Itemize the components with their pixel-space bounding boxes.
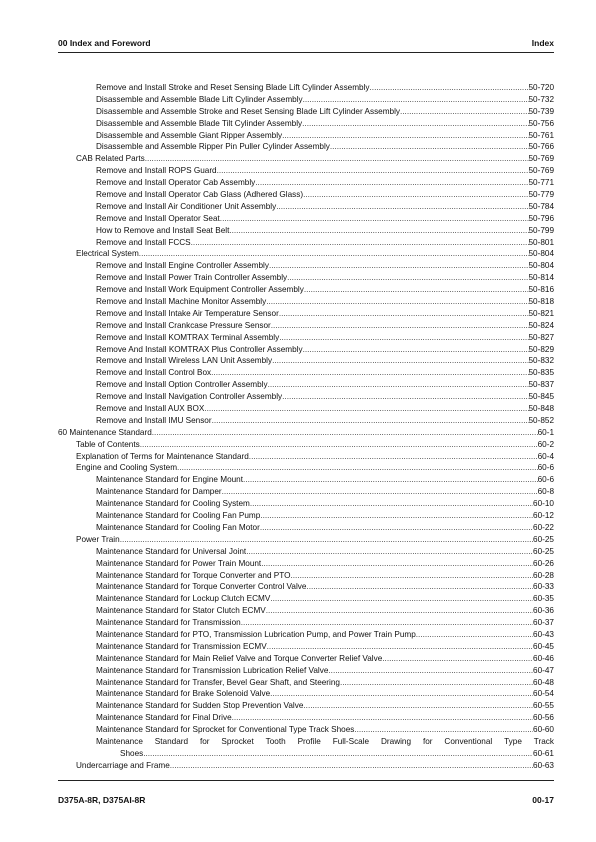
toc-entry[interactable] bbox=[58, 344, 554, 356]
toc-entry-title: Maintenance Standard for Cooling System bbox=[96, 499, 250, 509]
toc-entry[interactable] bbox=[58, 320, 554, 332]
dot-leader bbox=[204, 403, 528, 415]
page-number: 00-17 bbox=[532, 795, 554, 805]
toc-entry-word: for bbox=[199, 736, 210, 746]
toc-entry[interactable] bbox=[58, 463, 554, 475]
toc-entry[interactable] bbox=[58, 165, 554, 177]
toc-entry-page: 60-12 bbox=[533, 511, 554, 521]
toc-entry-page: 60-46 bbox=[533, 653, 554, 663]
dot-leader bbox=[354, 724, 533, 736]
toc-entry[interactable] bbox=[58, 296, 554, 308]
toc-entry-word: Type bbox=[504, 736, 522, 746]
toc-entry-page: 50-771 bbox=[528, 178, 554, 188]
dot-leader bbox=[269, 260, 529, 272]
toc-entry-title: Remove and Install AUX BOX bbox=[96, 404, 205, 414]
toc-entry-word: for bbox=[422, 736, 433, 746]
toc-entry-page: 60-2 bbox=[537, 439, 554, 449]
dot-leader bbox=[382, 653, 533, 665]
toc-entry-title: Remove and Install Operator Cab Glass (Adhered Glass) bbox=[96, 190, 304, 199]
toc-entry[interactable] bbox=[58, 367, 554, 379]
toc-entry[interactable] bbox=[58, 379, 554, 391]
toc-entry-title: Remove and Install IMU Sensor bbox=[96, 415, 212, 425]
toc-entry-title: Maintenance Standard for Power Train Mount bbox=[96, 558, 262, 568]
toc-entry-page: 50-821 bbox=[528, 308, 554, 318]
toc-entry-page: 50-816 bbox=[528, 285, 554, 295]
dot-leader bbox=[217, 165, 529, 177]
dot-leader bbox=[211, 367, 528, 379]
toc-entry-page: 60-10 bbox=[533, 499, 554, 509]
dot-leader bbox=[303, 344, 529, 356]
toc-entry[interactable] bbox=[58, 474, 554, 486]
toc-entry-page: 60-35 bbox=[533, 594, 554, 604]
toc-entry[interactable] bbox=[58, 439, 554, 451]
toc-entry-page: 60-4 bbox=[537, 451, 554, 461]
page-header bbox=[58, 38, 554, 52]
toc-entry-title: Remove and Install Control Box bbox=[96, 368, 212, 378]
toc-entry[interactable] bbox=[58, 677, 554, 689]
toc-entry-page: 60-48 bbox=[533, 677, 554, 687]
toc-entry-title: Remove and Install Option Controller Assembly bbox=[96, 380, 268, 390]
toc-entry-title: Remove and Install Wireless LAN Unit Assembly bbox=[96, 356, 273, 366]
toc-entry[interactable] bbox=[58, 593, 554, 605]
dot-leader bbox=[260, 510, 533, 522]
toc-entry-page: 60-26 bbox=[533, 558, 554, 568]
toc-entry-page: 50-829 bbox=[528, 344, 554, 354]
toc-entry-title: Maintenance Standard for Sudden Stop Prevention Valve bbox=[96, 701, 304, 711]
toc-entry-page: 60-25 bbox=[533, 546, 554, 556]
toc-entry-title: Engine and Cooling System bbox=[76, 463, 178, 473]
toc-entry-page: 60-60 bbox=[533, 725, 554, 735]
dot-leader bbox=[270, 688, 533, 700]
toc-entry-title: Disassemble and Assemble Giant Ripper Assembly bbox=[96, 130, 283, 140]
table-of-contents bbox=[58, 82, 554, 772]
toc-entry-page: 60-25 bbox=[533, 534, 554, 544]
toc-entry-page: 60-1 bbox=[537, 427, 554, 437]
dot-leader bbox=[302, 118, 528, 130]
toc-entry-page: 50-739 bbox=[528, 106, 554, 116]
toc-entry-word: Profile bbox=[297, 736, 321, 746]
toc-entry[interactable] bbox=[58, 189, 554, 201]
dot-leader bbox=[271, 320, 529, 332]
dot-leader bbox=[340, 677, 533, 689]
toc-entry-page: 50-824 bbox=[528, 320, 554, 330]
dot-leader bbox=[243, 474, 538, 486]
dot-leader bbox=[249, 451, 538, 463]
toc-entry-title: Maintenance Standard for Engine Mount bbox=[96, 475, 244, 485]
toc-entry[interactable] bbox=[58, 700, 554, 712]
toc-entry[interactable] bbox=[58, 308, 554, 320]
toc-entry-page: 50-832 bbox=[528, 356, 554, 366]
toc-entry-word: Maintenance bbox=[96, 736, 143, 746]
toc-entry[interactable] bbox=[58, 355, 554, 367]
toc-entry[interactable] bbox=[58, 260, 554, 272]
toc-entry-page: 50-852 bbox=[528, 415, 554, 425]
toc-entry-page: 50-784 bbox=[528, 201, 554, 211]
toc-entry-page: 60-47 bbox=[533, 665, 554, 675]
toc-entry[interactable] bbox=[58, 498, 554, 510]
toc-entry[interactable] bbox=[58, 332, 554, 344]
toc-entry-page: 60-33 bbox=[533, 582, 554, 592]
toc-entry[interactable] bbox=[58, 641, 554, 653]
dot-leader bbox=[304, 284, 529, 296]
toc-entry[interactable] bbox=[58, 486, 554, 498]
toc-entry-page: 50-814 bbox=[528, 273, 554, 283]
dot-leader bbox=[282, 391, 528, 403]
dot-leader bbox=[268, 379, 529, 391]
toc-entry-title: Maintenance Standard for Stator Clutch ECMV bbox=[96, 606, 266, 616]
toc-entry-title: Shoes bbox=[120, 748, 144, 758]
toc-entry-page: 60-37 bbox=[533, 618, 554, 628]
dot-leader bbox=[170, 760, 533, 772]
toc-entry-page: 50-769 bbox=[528, 166, 554, 176]
toc-entry-title: Maintenance Standard for Transmission bbox=[96, 618, 241, 628]
toc-entry-page: 50-779 bbox=[528, 190, 554, 199]
dot-leader bbox=[303, 189, 528, 201]
toc-entry[interactable] bbox=[58, 201, 554, 213]
toc-entry-page: 50-761 bbox=[528, 130, 554, 140]
toc-entry-title: Maintenance Standard for PTO, Transmission Lubrication Pump, and Power Train Pump bbox=[96, 629, 416, 639]
dot-leader bbox=[232, 712, 533, 724]
toc-entry-title: Maintenance Standard for Universal Joint bbox=[96, 546, 247, 556]
toc-entry-title: Remove and Install Air Conditioner Unit Assembly bbox=[96, 201, 277, 211]
toc-entry-title: Remove and Install KOMTRAX Terminal Assembly bbox=[96, 332, 280, 342]
toc-entry-title: Maintenance Standard for Transfer, Bevel Gear Shaft, and Steering bbox=[96, 677, 340, 687]
dot-leader bbox=[266, 605, 533, 617]
dot-leader bbox=[303, 700, 533, 712]
toc-entry-title: Explanation of Terms for Maintenance Standard bbox=[76, 451, 249, 461]
model-name: D375A-8R, D375AI-8R bbox=[58, 795, 146, 805]
toc-entry[interactable] bbox=[58, 712, 554, 724]
toc-entry-title: 60 Maintenance Standard bbox=[58, 427, 152, 437]
toc-entry-title: Remove and Install Engine Controller Assembly bbox=[96, 261, 269, 271]
dot-leader bbox=[260, 522, 533, 534]
toc-entry[interactable] bbox=[58, 581, 554, 593]
dot-leader bbox=[272, 355, 528, 367]
header-index-label: Index bbox=[531, 38, 554, 48]
toc-entry-page: 60-45 bbox=[533, 641, 554, 651]
toc-entry-title: Remove and Install Machine Monitor Assembly bbox=[96, 297, 267, 307]
dot-leader bbox=[255, 177, 528, 189]
toc-entry-page: 50-835 bbox=[528, 368, 554, 378]
toc-entry[interactable] bbox=[58, 534, 554, 546]
toc-entry-page: 50-845 bbox=[528, 392, 554, 402]
toc-entry-page: 60-43 bbox=[533, 629, 554, 639]
toc-entry[interactable] bbox=[58, 248, 554, 260]
dot-leader bbox=[266, 296, 528, 308]
dot-leader bbox=[212, 415, 529, 427]
toc-entry[interactable] bbox=[58, 760, 554, 772]
dot-leader bbox=[152, 427, 538, 439]
toc-entry-title: Undercarriage and Frame bbox=[76, 760, 170, 770]
toc-entry-title: Maintenance Standard for Torque Converter Control Valve bbox=[96, 582, 307, 592]
toc-entry[interactable] bbox=[58, 141, 554, 153]
toc-entry-title: Disassemble and Assemble Ripper Pin Puller Cylinder Assembly bbox=[96, 142, 330, 152]
toc-entry-word: Sprocket bbox=[221, 736, 254, 746]
toc-entry-page: 60-22 bbox=[533, 522, 554, 532]
toc-entry-title: Maintenance Standard for Cooling Fan Pump bbox=[96, 511, 261, 521]
toc-entry-page: 50-732 bbox=[528, 94, 554, 104]
toc-entry[interactable] bbox=[58, 237, 554, 249]
dot-leader bbox=[400, 106, 529, 118]
toc-entry-wrapped-line[interactable] bbox=[58, 736, 554, 748]
dot-leader bbox=[328, 665, 533, 677]
toc-entry[interactable] bbox=[58, 665, 554, 677]
toc-entry-page: 60-63 bbox=[533, 760, 554, 770]
toc-entry-word: Standard bbox=[154, 736, 189, 746]
dot-leader bbox=[250, 498, 533, 510]
toc-entry-title: Remove and Install Navigation Controller Assembly bbox=[96, 392, 283, 402]
toc-entry-page: 60-56 bbox=[533, 713, 554, 723]
toc-entry[interactable] bbox=[58, 605, 554, 617]
toc-entry[interactable] bbox=[58, 213, 554, 225]
toc-entry-page: 50-818 bbox=[528, 297, 554, 307]
toc-entry-title: Disassemble and Assemble Blade Tilt Cylinder Assembly bbox=[96, 118, 303, 128]
toc-entry-page: 50-756 bbox=[528, 118, 554, 128]
toc-entry-title: Maintenance Standard for Transmission ECMV bbox=[96, 641, 267, 651]
dot-leader bbox=[370, 82, 529, 94]
toc-entry-page: 50-720 bbox=[528, 82, 554, 92]
toc-entry-title: Remove and Install Operator Cab Assembly bbox=[96, 178, 256, 188]
toc-entry[interactable] bbox=[58, 118, 554, 130]
dot-leader bbox=[276, 201, 528, 213]
dot-leader bbox=[241, 617, 533, 629]
toc-entry-page: 60-55 bbox=[533, 701, 554, 711]
toc-entry-page: 50-804 bbox=[528, 249, 554, 259]
dot-leader bbox=[177, 463, 538, 475]
dot-leader bbox=[270, 593, 533, 605]
toc-entry[interactable] bbox=[58, 522, 554, 534]
toc-entry-page: 60-6 bbox=[537, 475, 554, 485]
page-footer bbox=[58, 795, 554, 809]
dot-leader bbox=[139, 248, 529, 260]
toc-entry-title: Disassemble and Assemble Blade Lift Cylinder Assembly bbox=[96, 94, 303, 104]
dot-leader bbox=[306, 581, 533, 593]
section-title: 00 Index and Foreword bbox=[58, 38, 151, 48]
toc-entry-page: 60-6 bbox=[537, 463, 554, 473]
dot-leader bbox=[291, 570, 534, 582]
toc-entry[interactable] bbox=[58, 177, 554, 189]
dot-leader bbox=[220, 213, 529, 225]
toc-entry[interactable] bbox=[58, 688, 554, 700]
toc-entry-title: Maintenance Standard for Cooling Fan Motor bbox=[96, 522, 260, 532]
toc-entry-title: Electrical System bbox=[76, 249, 139, 259]
toc-entry[interactable] bbox=[58, 629, 554, 641]
toc-entry[interactable] bbox=[58, 284, 554, 296]
toc-entry-title: Remove And Install KOMTRAX Plus Controller Assembly bbox=[96, 344, 303, 354]
dot-leader bbox=[279, 332, 528, 344]
footer-rule bbox=[58, 780, 554, 781]
toc-entry[interactable] bbox=[58, 427, 554, 439]
toc-entry[interactable] bbox=[58, 451, 554, 463]
toc-entry-word: Track bbox=[533, 736, 554, 746]
toc-entry[interactable] bbox=[58, 724, 554, 736]
toc-entry-page: 50-766 bbox=[528, 142, 554, 152]
toc-entry-title: Remove and Install FCCS bbox=[96, 237, 191, 247]
toc-entry-page: 50-804 bbox=[528, 261, 554, 271]
toc-entry[interactable] bbox=[58, 415, 554, 427]
toc-entry-title: Disassemble and Assemble Stroke and Reset Sensing Blade Lift Cylinder Assembly bbox=[96, 106, 400, 116]
toc-entry[interactable] bbox=[58, 153, 554, 165]
dot-leader bbox=[279, 308, 529, 320]
toc-entry-page: 50-796 bbox=[528, 213, 554, 223]
dot-leader bbox=[191, 237, 529, 249]
toc-entry-title: How to Remove and Install Seat Belt bbox=[96, 225, 230, 235]
toc-entry[interactable] bbox=[58, 403, 554, 415]
toc-entry[interactable] bbox=[58, 617, 554, 629]
toc-entry[interactable] bbox=[58, 653, 554, 665]
toc-entry-title: Remove and Install Stroke and Reset Sensing Blade Lift Cylinder Assembly bbox=[96, 82, 370, 92]
toc-entry-title: Maintenance Standard for Lockup Clutch ECMV bbox=[96, 594, 271, 604]
toc-entry-page: 60-61 bbox=[533, 748, 554, 758]
dot-leader bbox=[261, 558, 533, 570]
toc-entry[interactable] bbox=[58, 570, 554, 582]
toc-entry-word: Tooth bbox=[265, 736, 286, 746]
dot-leader bbox=[222, 486, 538, 498]
toc-entry-page: 60-36 bbox=[533, 606, 554, 616]
toc-entry-title: CAB Related Parts bbox=[76, 154, 145, 164]
toc-entry-page: 50-799 bbox=[528, 225, 554, 235]
toc-entry-title: Maintenance Standard for Brake Solenoid Valve bbox=[96, 689, 271, 699]
toc-entry[interactable] bbox=[58, 546, 554, 558]
toc-entry-title: Power Train bbox=[76, 534, 120, 544]
toc-entry-word: Conventional bbox=[444, 736, 493, 746]
dot-leader bbox=[145, 153, 529, 165]
toc-entry-page: 50-769 bbox=[528, 154, 554, 164]
toc-entry[interactable] bbox=[58, 106, 554, 118]
dot-leader bbox=[246, 546, 533, 558]
toc-entry-title: Maintenance Standard for Damper bbox=[96, 487, 222, 497]
toc-entry-title: Maintenance Standard for Main Relief Valve and Torque Converter Relief Valve bbox=[96, 653, 383, 663]
dot-leader bbox=[267, 641, 533, 653]
toc-entry-title: Remove and Install Crankcase Pressure Sensor bbox=[96, 320, 271, 330]
dot-leader bbox=[143, 748, 533, 760]
toc-entry-title: Maintenance Standard for Final Drive bbox=[96, 713, 232, 723]
toc-entry-page: 60-8 bbox=[537, 487, 554, 497]
dot-leader bbox=[303, 94, 529, 106]
toc-entry-page: 50-801 bbox=[528, 237, 554, 247]
toc-entry-page: 60-28 bbox=[533, 570, 554, 580]
toc-entry[interactable] bbox=[58, 510, 554, 522]
toc-entry-title: Remove and Install Operator Seat bbox=[96, 213, 220, 223]
toc-entry-title: Remove and Install Power Train Controller Assembly bbox=[96, 273, 288, 283]
toc-entry-page: 60-54 bbox=[533, 689, 554, 699]
dot-leader bbox=[416, 629, 533, 641]
toc-entry[interactable] bbox=[58, 82, 554, 94]
toc-entry-title: Remove and Install Intake Air Temperature Sensor bbox=[96, 308, 279, 318]
toc-entry[interactable] bbox=[58, 130, 554, 142]
header-rule bbox=[58, 52, 554, 53]
toc-entry-word: Drawing bbox=[381, 736, 412, 746]
toc-entry[interactable] bbox=[58, 94, 554, 106]
dot-leader bbox=[229, 225, 528, 237]
toc-entry-title: Maintenance Standard for Torque Converter and PTO bbox=[96, 570, 291, 580]
toc-entry-page: 50-848 bbox=[528, 404, 554, 414]
toc-entry[interactable] bbox=[58, 391, 554, 403]
toc-entry-page: 50-837 bbox=[528, 380, 554, 390]
dot-leader bbox=[140, 439, 538, 451]
toc-entry-title: Maintenance Standard for Sprocket for Conventional Type Track Shoes bbox=[96, 725, 355, 735]
dot-leader bbox=[120, 534, 533, 546]
dot-leader bbox=[330, 141, 529, 153]
toc-entry[interactable] bbox=[58, 225, 554, 237]
toc-entry-word: Full-Scale bbox=[332, 736, 370, 746]
toc-entry-wrapped-continuation[interactable] bbox=[58, 748, 554, 760]
toc-entry[interactable] bbox=[58, 272, 554, 284]
toc-entry[interactable] bbox=[58, 558, 554, 570]
toc-entry-title: Remove and Install Work Equipment Controller Assembly bbox=[96, 285, 304, 295]
toc-entry-title: Table of Contents bbox=[76, 439, 140, 449]
dot-leader bbox=[287, 272, 528, 284]
dot-leader bbox=[282, 130, 528, 142]
toc-entry-title: Maintenance Standard for Transmission Lubrication Relief Valve bbox=[96, 665, 329, 675]
toc-entry-title: Remove and Install ROPS Guard bbox=[96, 166, 217, 176]
toc-entry-page: 50-827 bbox=[528, 332, 554, 342]
